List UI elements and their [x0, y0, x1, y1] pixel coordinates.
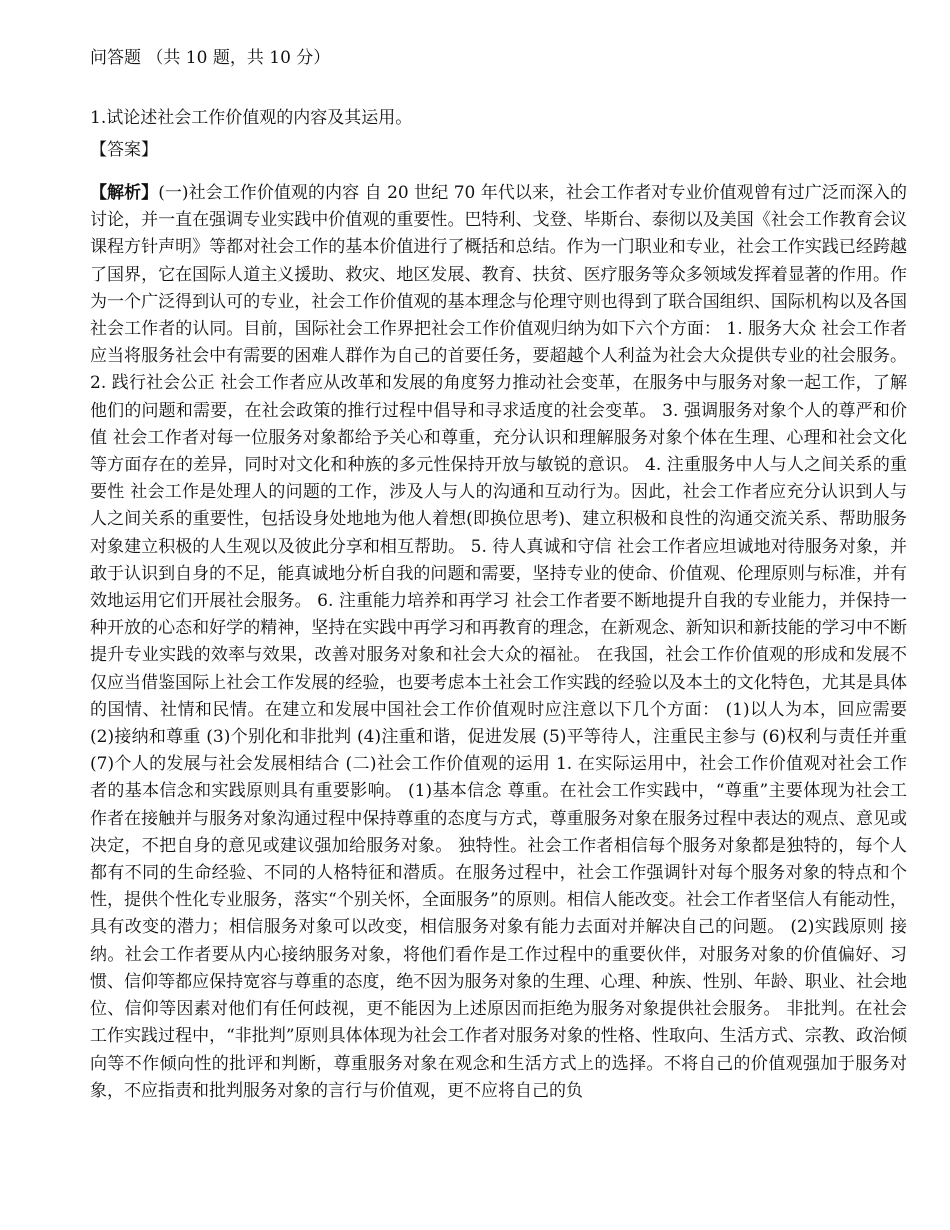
analysis-label: 【解析】 [90, 183, 159, 203]
analysis-text: (一)社会工作价值观的内容 自 20 世纪 70 年代以来，社会工作者对专业价值观曾有过广泛而深入的讨论，并一直在强调专业实践中价值观的重要性。巴特利、戈登、毕斯台、泰彻以及美国《社会工作教育会议课程方针声明》等都对社会工作的基本价值进行了概括和总结。作为一门职业和专业，社会工作实践已经跨越了国界，它在国际人道主义援助、救灾、地区发展、教育、扶贫、医疗服务等众多领域发挥着显著的作用。作为一个广泛得到认可的专业，社会工作价值观的基本理念与伦理守则也得到了联合国组织、国际机构以及各国社会工作者的认同。目前，国际社会工作界把社会工作价值观归纳为如下六个方面： 1. 服务大众 社会工作者应当将服务社会中有需要的困难人群作为自己的首要任务，要超越个人利益为社会大众提供专业的社会服务。 2. 践行社会公正 社会工作者应从改革和发展的角度努力推动社会变革，在服务中与服务对象一起工作，了解他们的问题和需要，在社会政策的推行过程中倡导和寻求适度的社会变革。 3. 强调服务对象个人的尊严和价值 社会工作者对每一位服务对象都给予关心和尊重，充分认识和理解服务对象个体在生理、心理和社会文化等方面存在的差异，同时对文化和种族的多元性保持开放与敏锐的意识。 4. 注重服务中人与人之间关系的重要性 社会工作是处理人的问题的工作，涉及人与人的沟通和互动行为。因此，社会工作者应充分认识到人与人之间关系的重要性，包括设身处地地为他人着想(即换位思考)、建立积极和良性的沟通交流关系、帮助服务对象建立积极的人生观以及彼此分享和相互帮助。 5. 待人真诚和守信 社会工作者应坦诚地对待服务对象，并敢于认识到自身的不足，能真诚地分析自我的问题和需要，坚持专业的使命、价值观、伦理原则与标准，并有效地运用它们开展社会服务。 6. 注重能力培养和再学习 社会工作者要不断地提升自我的专业能力，并保持一种开放的心态和好学的精神，坚持在实践中再学习和再教育的理念，在新观念、新知识和新技能的学习中不断提升专业实践的效率与效果，改善对服务对象和社会大众的福祉。 在我国，社会工作价值观的形成和发展不仅应当借鉴国际上社会工作发展的经验，也要考虑本土社会工作实践的经验以及本土的文化特色，尤其是具体的国情、社情和民情。在建立和发展中国社会工作价值观时应注意以下几个方面： (1)以人为本，回应需要 (2)接纳和尊重 (3)个别化和非批判 (4)注重和谐，促进发展 (5)平等待人，注重民主参与 (6)权利与责任并重 (7)个人的发展与社会发展相结合 (二)社会工作价值观的运用 1. 在实际运用中，社会工作价值观对社会工作者的基本信念和实践原则具有重要影响。 (1)基本信念 尊重。在社会工作实践中，“尊重”主要体现为社会工作者在接触并与服务对象沟通过程中保持尊重的态度与方式，尊重服务对象在服务过程中表达的观点、意见或决定，不把自身的意见或建议强加给服务对象。 独特性。社会工作者相信每个服务对象都是独特的，每个人都有不同的生命经验、不同的人格特征和潜质。在服务过程中，社会工作强调针对每个服务对象的特点和个性，提供个性化专业服务，落实“个别关怀，全面服务”的原则。相信人能改变。社会工作者坚信人有能动性，具有改变的潜力；相信服务对象可以改变，相信服务对象有能力去面对并解决自己的问题。 (2)实践原则 接纳。社会工作者要从内心接纳服务对象，将他们看作是工作过程中的重要伙伴，对服务对象的价值偏好、习惯、信仰等都应保持宽容与尊重的态度，绝不因为服务对象的生理、心理、种族、性别、年龄、职业、社会地位、信仰等因素对他们有任何歧视，更不能因为上述原因而拒绝为服务对象提供社会服务。 非批判。在社会工作实践过程中，“非批判”原则具体体现为社会工作者对服务对象的性格、性取向、生活方式、宗教、政治倾向等不作倾向性的批评和判断，尊重服务对象在观念和生活方式上的选择。不将自己的价值观强加于服务对象，不应指责和批判服务对象的言行与价值观，更不应将自己的负 [90, 183, 908, 1101]
answer-label: 【答案】 [90, 140, 158, 160]
question-text: 1.试论述社会工作价值观的内容及其运用。 [90, 108, 413, 128]
section-title: 问答题 （共 10 题，共 10 分） [90, 48, 331, 68]
analysis-paragraph [90, 180, 907, 1105]
